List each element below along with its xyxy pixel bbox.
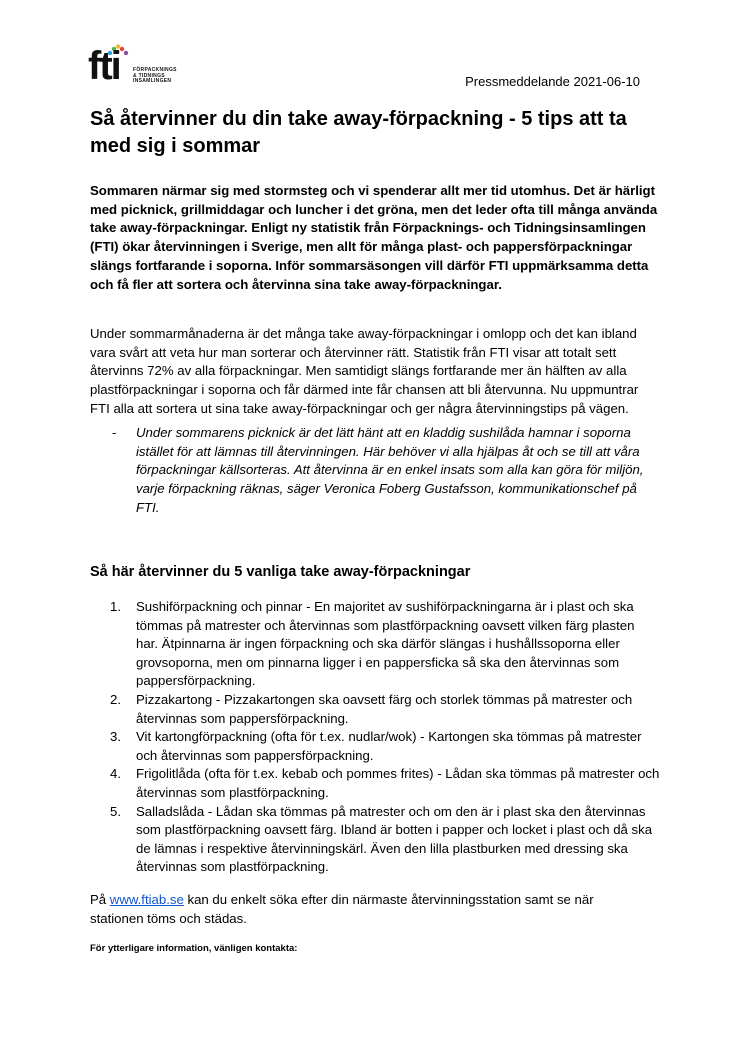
website-link[interactable]: www.ftiab.se — [109, 892, 184, 907]
list-item — [110, 765, 660, 802]
list-text: Vit kartongförpackning (ofta för t.ex. nudlar/wok) - Kartongen ska tömmas på matrester och återvinnas som pappersförpackning. — [136, 729, 642, 763]
list-item — [110, 728, 660, 765]
list-number: 5. — [110, 803, 121, 819]
list-text: Sushiförpackning och pinnar - En majoritet av sushiförpackningarna är i plast och ska tömmas på matrester och återvinnas som plastförpackning oavsett vilken färg plasten har. Ätpinnarna är ingen förpackning och ska därför slängas i hushållssoporna eller grovsoporna, men om pinnarna ligger i en pappersficka så ska den återvinnas som pappersförpackning. — [136, 599, 635, 689]
quote-bullet: - — [112, 425, 117, 440]
website-prefix: På — [90, 892, 110, 907]
section-heading: Så här återvinner du 5 vanliga take away-förpackningar — [90, 564, 471, 580]
list-item — [110, 803, 660, 877]
list-text: Salladslåda - Lådan ska tömmas på matrester och om den är i plast ska den återvinnas som plastförpackning oavsett färg. Ibland är botten i papper och locket i plast och då ska de lämnas i respektive återvinningskärl. Även den lilla plastburken med dressing ska återvinnas som plastförpackning. — [136, 803, 653, 875]
list-text: Pizzakartong - Pizzakartongen ska oavsett färg och storlek tömmas på matrester och återvinnas som pappersförpackning. — [136, 691, 633, 726]
logo-subtitle-line: FÖRPACKNINGS — [133, 67, 177, 73]
list-number: 2. — [110, 691, 121, 707]
website-paragraph — [90, 891, 650, 928]
website-suffix: kan du enkelt söka efter din närmaste återvinningsstation samt se när stationen töms och städas. — [90, 892, 594, 926]
list-number: 4. — [110, 766, 121, 782]
fti-logo — [88, 44, 198, 88]
list-item — [110, 691, 660, 728]
contact-label: För ytterligare information, vänligen kontakta: — [90, 943, 298, 954]
press-release-date: Pressmeddelande 2021-06-10 — [465, 74, 640, 89]
list-number: 3. — [110, 729, 121, 745]
list-number: 1. — [110, 599, 121, 614]
tips-list — [110, 598, 660, 877]
quote-block — [112, 424, 658, 518]
document-title: Så återvinner du din take away-förpackning - 5 tips att ta med sig i sommar — [90, 108, 627, 157]
quote-text: Under sommarens picknick är det lätt hänt att en kladdig sushilåda hamnar i soporna istället för att lämnas till återvinningen. Här behöver vi alla hjälpas åt och se till att våra förpackningar källsorteras. Att återvinna är en enkel insats som alla kan göra för miljön, varje förpackning räknas, säger Veronica Foberg Gustafsson, kommunikationschef på FTI. — [136, 425, 644, 515]
logo-subtitle-line: INSAMLINGEN — [133, 78, 172, 85]
list-item — [110, 598, 660, 691]
lead-paragraph: Sommaren närmar sig med stormsteg och vi spenderar allt mer tid utomhus. Det är härligt med picknick, grillmiddagar och luncher i det gröna, men det leder ofta till många använda take away-förpackningar. Enligt ny statistik från Förpacknings- och Tidningsinsamlingen (FTI) ökar återvinningen i Sverige, men allt för många plast- och pappersförpackningar slängs fortfarande i soporna. Inför sommarsäsongen vill därför FTI uppmärksamma detta och få fler att sortera och återvinna sina take away-förpackningar. — [90, 183, 658, 292]
logo-subtitle — [133, 68, 177, 85]
logo-wordmark: fti — [88, 44, 120, 88]
list-text: Frigolitlåda (ofta för t.ex. kebab och pommes frites) - Lådan ska tömmas på matrester och återvinnas som plastförpackning. — [136, 766, 660, 800]
body-paragraph: Under sommarmånaderna är det många take away-förpackningar i omlopp och det kan ibland vara svårt att veta hur man sorterar och återvinner rätt. Statistik från FTI visar att totalt sett återvinns 72% av alla förpackningar. Men samtidigt slängs fortfarande mer än hälften av alla plastförpackningar i soporna och får därmed inte får chansen att bli återvunna. Nu uppmuntrar FTI alla att sortera ut sina take away-förpackningar och ger några återvinningstips på vägen. — [90, 326, 639, 416]
logo-subtitle-line: & TIDNINGS — [133, 72, 165, 79]
